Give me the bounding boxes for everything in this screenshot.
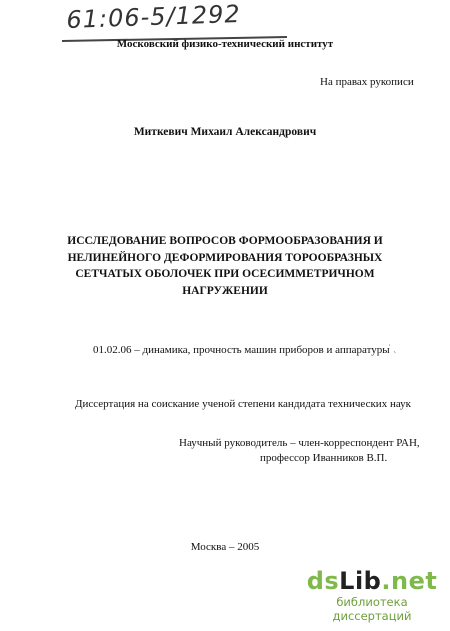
degree-statement: Диссертация на соискание ученой степени кандидата технических наук (75, 398, 411, 410)
specialty-code: 01.02.06 – динамика, прочность машин приборов и аппаратуры (93, 344, 390, 356)
title-line: ИССЛЕДОВАНИЕ ВОПРОСОВ ФОРМООБРАЗОВАНИЯ И (67, 235, 383, 247)
dslib-logo (302, 568, 442, 594)
dslib-watermark (302, 568, 442, 623)
title-line: НЕЛИНЕЙНОГО ДЕФОРМИРОВАНИЯ ТОРООБРАЗНЫХ (67, 251, 383, 264)
logo-part-lib: Lib (339, 567, 382, 595)
scan-artifact-mark: ˙ ˎ (388, 343, 397, 353)
dslib-subtitle: библиотека диссертаций (332, 595, 412, 623)
handwritten-archive-code: 61:06-5/1292 (66, 0, 242, 34)
title-line: НАГРУЖЕНИИ (182, 284, 268, 297)
title-line: СЕТЧАТЫХ ОБОЛОЧЕК ПРИ ОСЕСИММЕТРИЧНОМ (75, 268, 375, 280)
rights-notice: На правах рукописи (320, 76, 414, 88)
advisor-line-1: Научный руководитель – член-корреспондент РАН, (179, 437, 420, 449)
advisor-line-2: профессор Иванников В.П. (260, 452, 388, 464)
author-name: Миткевич Михаил Александрович (133, 126, 317, 138)
logo-part-net: .net (381, 567, 438, 595)
logo-part-ds: ds (306, 567, 340, 595)
institute-name: Московский физико-технический институт (116, 38, 334, 50)
dissertation-title (60, 233, 390, 299)
city-year: Москва – 2005 (190, 541, 260, 553)
